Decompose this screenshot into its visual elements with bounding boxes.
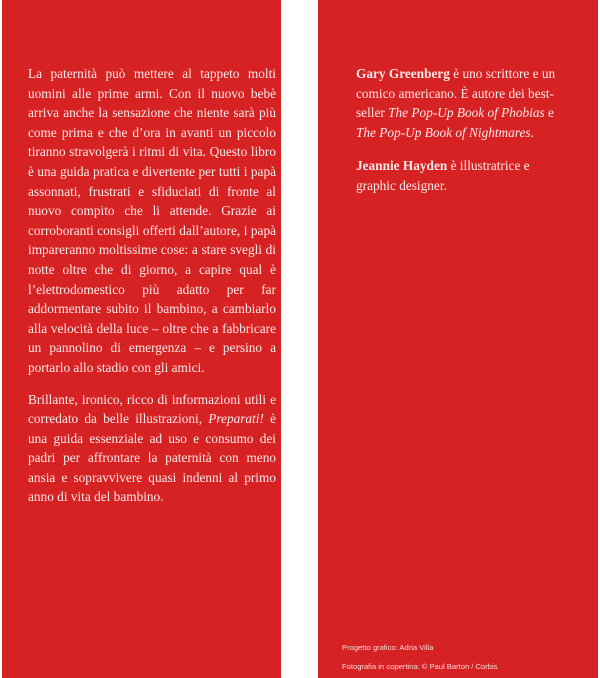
conclusion-text-a: Brillante, ironico, ricco di informazioni utili e corredato da belle illustrazioni,	[28, 391, 276, 427]
front-flap	[2, 0, 281, 678]
conclusion-text-b: è una guida essenziale ad uso e consumo dei padri per affrontare la paternità con meno ansia e sopravvivere quasi indenni al primo anno di vita del bambino.	[28, 411, 276, 505]
illustrator-bio	[356, 156, 562, 195]
book-title: Preparati!	[208, 411, 264, 427]
synopsis-conclusion	[28, 390, 276, 508]
author-bio-text-a: è uno scrittore e un comico americano. È autore dei best-seller	[356, 66, 556, 121]
back-flap	[318, 0, 598, 678]
illustrator-name: Jeannie Hayden	[356, 158, 448, 174]
credits	[342, 638, 497, 676]
author-book-2: The Pop-Up Book of Nightmares	[356, 124, 531, 140]
author-bio-text-c: .	[530, 124, 534, 140]
author-book-1: The Pop-Up Book of Phobias	[388, 105, 545, 121]
illustrator-bio-text: è illustratrice e graphic designer.	[356, 158, 530, 193]
synopsis-paragraph: La paternità può mettere al tappeto molti uomini alle prime armi. Con il nuovo bebè arriva anche la sensazione che niente sarà più come prima e che d’ora in avanti un piccolo tiranno stravolgerà i ritmi di vita. Questo libro è una guida pratica e divertente per tutti i papà assonnati, frustrati e sfiduciati di fronte al nuovo compito che li attende. Grazie ai corroboranti consigli offerti dall’autore, i papà impareranno moltissime cose: a stare svegli di notte oltre che di giorno, a capire qual è l’elettrodomestico più adatto per far addormentare subito il bambino, a cambiarlo alla velocità della luce – oltre che a fabbricare un pannolino di emergenza – e persino a portarlo allo stadio con gli amici.	[28, 66, 276, 375]
author-bio	[356, 64, 562, 142]
design-credit: Progetto grafico: Adria Villa	[342, 643, 434, 652]
photo-credit: Fotografia in copertina: © Paul Barton / Corbis	[342, 662, 498, 671]
author-name: Gary Greenberg	[356, 66, 450, 81]
author-bio-text-b: e	[544, 105, 554, 121]
